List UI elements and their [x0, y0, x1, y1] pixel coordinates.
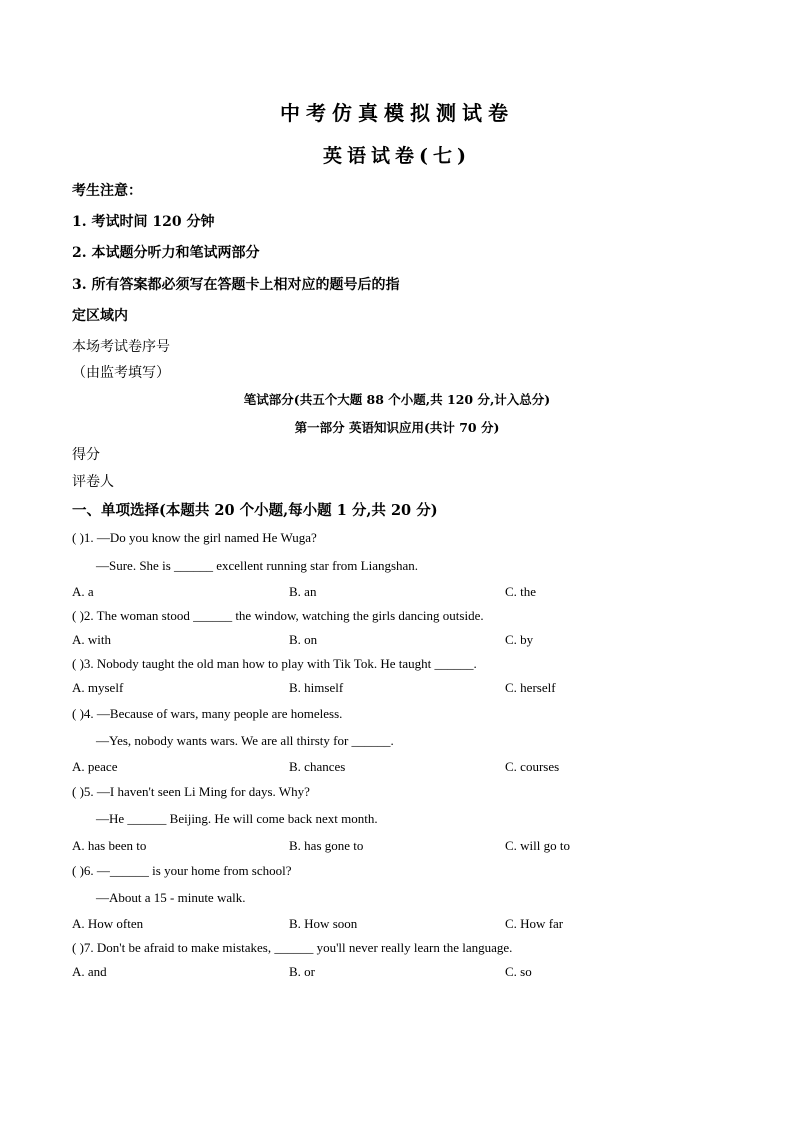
question-reply: —He ______ Beijing. He will come back next month. — [96, 811, 378, 826]
option-a: A. How often — [72, 916, 144, 931]
option-b: B. or — [289, 964, 315, 979]
option-b: B. an — [289, 584, 317, 599]
question-stem: ( )5. —I haven't seen Li Ming for days. Why? — [72, 784, 310, 799]
option-a: A. myself — [72, 680, 124, 695]
exam-serial-note: （由监考填写） — [72, 365, 170, 381]
option-c: C. the — [505, 584, 537, 599]
part-one-heading: 第一部分 英语知识应用(共计 70 分) — [294, 420, 500, 435]
question-stem: ( )7. Don't be afraid to make mistakes, ______ you'll never really learn the language. — [72, 940, 513, 955]
written-part-heading: 笔试部分(共五个大题 88 个小题,共 120 分,计入总分) — [243, 392, 551, 407]
question-reply: —Yes, nobody wants wars. We are all thirsty for ______. — [96, 733, 394, 748]
option-c: C. will go to — [505, 838, 571, 853]
score-label: 得分 — [72, 447, 100, 463]
option-a: A. has been to — [72, 838, 147, 853]
page-title: 中考仿真模拟测试卷 — [280, 101, 514, 125]
notice-item: 1. 考试时间 120 分钟 — [72, 214, 215, 230]
notice-item: 2. 本试题分听力和笔试两部分 — [72, 245, 260, 261]
option-c: C. courses — [505, 759, 560, 774]
option-c: C. by — [505, 632, 534, 647]
question-reply: —Sure. She is ______ excellent running star from Liangshan. — [96, 558, 419, 573]
exam-serial-label: 本场考试卷序号 — [72, 339, 170, 355]
grader-label: 评卷人 — [72, 474, 114, 490]
notice-item: 定区域内 — [72, 308, 128, 324]
multiple-choice-heading: 一、单项选择(本题共 20 个小题,每小题 1 分,共 20 分) — [72, 502, 438, 519]
option-a: A. peace — [72, 759, 118, 774]
question-stem: ( )3. Nobody taught the old man how to play with Tik Tok. He taught ______. — [72, 656, 477, 671]
option-a: A. and — [72, 964, 107, 979]
option-c: C. so — [505, 964, 532, 979]
option-b: B. himself — [289, 680, 344, 695]
question-stem: ( )1. —Do you know the girl named He Wuga? — [72, 530, 317, 545]
question-stem: ( )2. The woman stood ______ the window, watching the girls dancing outside. — [72, 608, 484, 623]
option-a: A. a — [72, 584, 94, 599]
option-c: C. herself — [505, 680, 556, 695]
question-reply: —About a 15 - minute walk. — [96, 890, 246, 905]
page-subtitle: 英语试卷(七) — [323, 145, 471, 167]
option-b: B. How soon — [289, 916, 358, 931]
question-stem: ( )6. —______ is your home from school? — [72, 863, 292, 878]
option-b: B. chances — [289, 759, 346, 774]
question-stem: ( )4. —Because of wars, many people are homeless. — [72, 706, 343, 721]
notice-heading: 考生注意： — [72, 183, 142, 199]
option-c: C. How far — [505, 916, 564, 931]
option-a: A. with — [72, 632, 111, 647]
notice-item: 3. 所有答案都必须写在答题卡上相对应的题号后的指 — [72, 277, 400, 293]
option-b: B. has gone to — [289, 838, 364, 853]
option-b: B. on — [289, 632, 318, 647]
